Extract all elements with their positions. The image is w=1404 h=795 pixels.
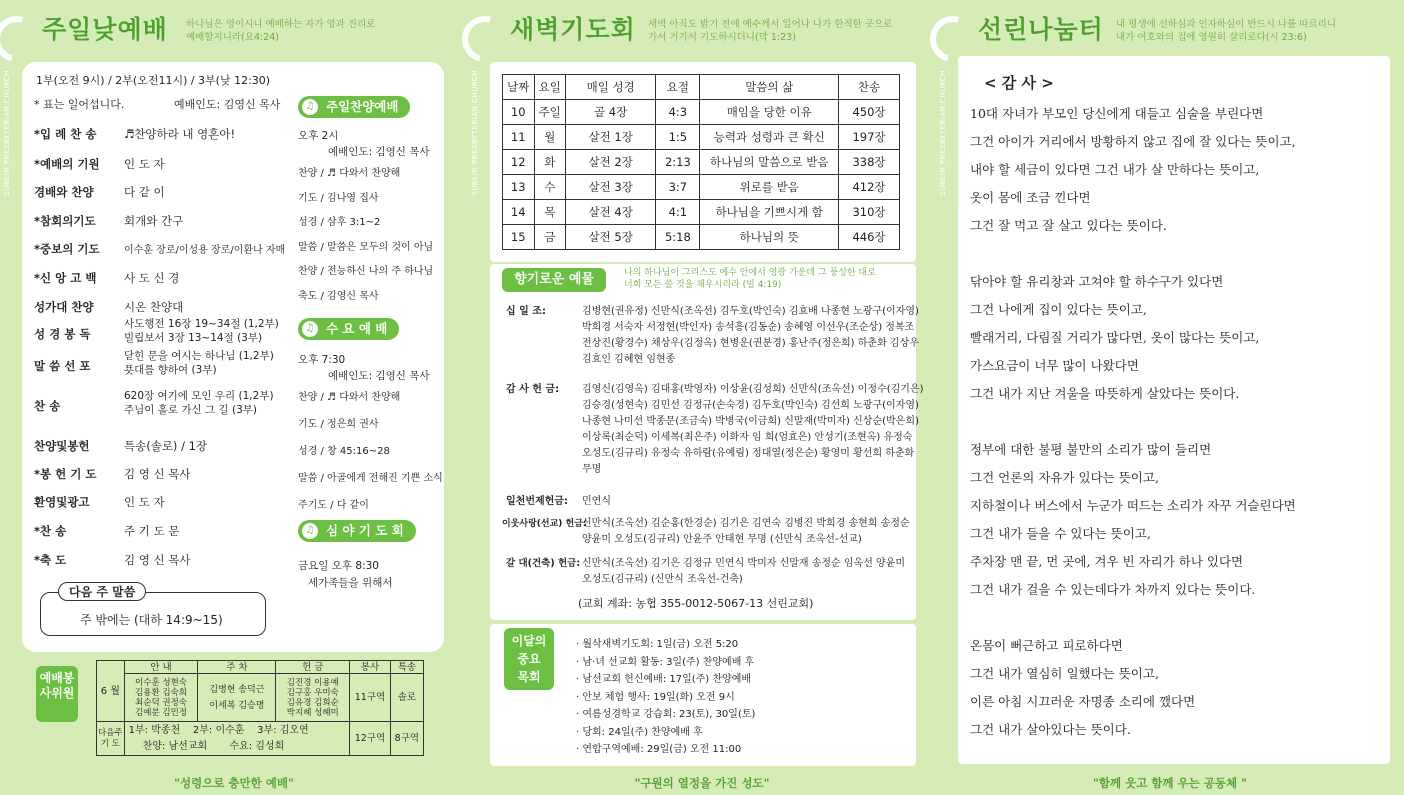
list-item: 김승경(성현숙) 김민선 김정규(손숙경) 김두호(박인숙) 김선희 노광구(이자영) bbox=[582, 400, 919, 411]
verse-line: 하나님은 영이시니 예배하는 자가 영과 진리로 bbox=[186, 19, 376, 30]
vertical-church-name: SUNLIN PRESBYTERIAN CHURCH bbox=[939, 70, 947, 196]
vertical-church-name: SUNLIN PRESBYTERIAN CHURCH bbox=[3, 70, 11, 196]
table-cell: 월 bbox=[534, 125, 566, 150]
praise-time: 오후 2시 bbox=[298, 130, 339, 142]
header-verse bbox=[1116, 18, 1336, 44]
news-item bbox=[576, 689, 755, 707]
dawn-schedule-table bbox=[502, 74, 900, 250]
essay-line: 그건 아이가 거리에서 방황하지 않고 집에 잘 있다는 뜻이고, bbox=[970, 134, 1296, 149]
header-verse bbox=[186, 18, 375, 44]
essay-line: 그건 내가 걸을 수 있는데다가 차까지 있다는 뜻이다. bbox=[970, 582, 1256, 597]
order-label: *신 앙 고 백 bbox=[34, 271, 97, 285]
panel-sunday-worship bbox=[0, 0, 468, 795]
essay-line: 내야 할 세금이 있다면 그건 내가 살 만하다는 뜻이고, bbox=[970, 162, 1260, 177]
essay-line: 정부에 대한 불평 불만의 소리가 많이 들리면 bbox=[970, 442, 1212, 457]
list-item: 양윤미 오성도(김규리) 안윤주 안태현 무명 (신만식 조옥선-선교) bbox=[582, 534, 862, 545]
table-cell: 338장 bbox=[839, 150, 900, 175]
order-value: 주님이 홀로 가신 그 길 (3부) bbox=[124, 404, 257, 416]
news-item bbox=[576, 724, 755, 742]
table-header-row bbox=[503, 75, 900, 100]
table-cell: 310장 bbox=[839, 200, 900, 225]
table-cell: 살전 1장 bbox=[566, 125, 656, 150]
svc-month: 6 월 bbox=[97, 661, 125, 722]
table-cell: 5:18 bbox=[656, 225, 700, 250]
news-item bbox=[576, 706, 755, 724]
news-text: 여름성경학교 강습회: 23(토), 30일(토) bbox=[582, 709, 756, 720]
essay-line: 주차장 맨 끝, 먼 곳에, 겨우 빈 자리가 하나 있다면 bbox=[970, 554, 1244, 569]
tithe-list bbox=[582, 304, 919, 368]
table-row bbox=[503, 200, 900, 225]
wednesday-leader: 예배인도: 김영신 목사 bbox=[328, 370, 430, 382]
daily-offer: 민연식 bbox=[582, 496, 611, 507]
table-header: 말씀의 삶 bbox=[700, 75, 839, 100]
table-cell: 412장 bbox=[839, 175, 900, 200]
table-cell: 12 bbox=[503, 150, 535, 175]
building-list bbox=[582, 556, 905, 588]
essay-line: 그건 잘 먹고 잘 살고 있다는 뜻이다. bbox=[970, 218, 1167, 233]
table-cell: 골 4장 bbox=[566, 100, 656, 125]
order-label: *중보의 기도 bbox=[34, 242, 100, 256]
order-label: *예배의 기원 bbox=[34, 157, 100, 171]
next-sermon-label: 다음 주 말씀 bbox=[58, 582, 146, 601]
order-value: 사도행전 16장 19~34절 (1,2부) bbox=[124, 318, 279, 330]
bullet-icon: · bbox=[576, 674, 583, 685]
offering-verse bbox=[624, 267, 876, 291]
page-title: 선린나눔터 bbox=[978, 15, 1104, 44]
essay-line: 그건 내가 살아있다는 뜻이다. bbox=[970, 722, 1131, 737]
table-cell: 14 bbox=[503, 200, 535, 225]
essay-line: 닦아야 할 유리창과 고쳐야 할 하수구가 있다면 bbox=[970, 274, 1224, 289]
bank-account: (교회 계좌: 농협 355-0012-5067-13 선린교회) bbox=[578, 597, 814, 610]
wednesday-item: 말씀 / 아골에게 전해진 기쁜 소식 bbox=[298, 473, 443, 484]
table-header: 특송 bbox=[390, 661, 423, 674]
table-row bbox=[503, 125, 900, 150]
table-cell: 능력과 성령과 큰 확신 bbox=[700, 125, 839, 150]
order-value: 시온 찬양대 bbox=[124, 300, 184, 314]
table-cell: 목 bbox=[534, 200, 566, 225]
table-cell: 하나님의 말씀으로 받음 bbox=[700, 150, 839, 175]
music-note-icon: ♫ bbox=[302, 523, 318, 539]
table-cell: 446장 bbox=[839, 225, 900, 250]
essay-heading: < 감 사 > bbox=[984, 74, 1054, 92]
music-note-icon: ♫ bbox=[302, 99, 318, 115]
header-verse bbox=[648, 18, 892, 44]
list-item: 나종현 나미선 박종문(조금숙) 박병국(이금희) 신말재(박미자) 신상순(박은희) bbox=[582, 416, 919, 427]
essay-line: 온몸이 뻐근하고 피로하다면 bbox=[970, 638, 1123, 653]
prayer-line: 찬양: 남선교회 수요: 김성희 bbox=[142, 740, 285, 752]
order-label: 경배와 찬양 bbox=[34, 185, 94, 199]
table-cell: 2:13 bbox=[656, 150, 700, 175]
table-cell: 김진경 이용예 김구홍 우미숙 김유경 김희순 박지혜 성혜미 bbox=[276, 674, 350, 722]
table-cell: 4:1 bbox=[656, 200, 700, 225]
list-item: 오성도(김규리) 유정숙 유하람(유예림) 정대열(정은순) 황영미 황선희 하춘화 bbox=[582, 448, 915, 459]
essay-line: 이른 아침 시끄러운 자명종 소리에 깼다면 bbox=[970, 694, 1196, 709]
night-prayer-title bbox=[298, 520, 416, 542]
essay-line: 지하철이나 버스에서 누군가 떠드는 소리가 자꾸 거슬린다면 bbox=[970, 498, 1296, 513]
music-note-icon: ♫ bbox=[302, 321, 318, 337]
praise-item: 기도 / 김나영 집사 bbox=[298, 192, 379, 204]
order-value: 다 같 이 bbox=[124, 185, 165, 199]
list-item: 이상록(최순덕) 이세복(최은주) 이화자 임 희(엄효은) 안성기(조현옥) 유정숙 bbox=[582, 432, 913, 443]
verse-line: 내 평생에 선하심과 인자하심이 반드시 나를 따르리니 bbox=[1116, 19, 1337, 30]
order-label: *봉 헌 기 도 bbox=[34, 467, 97, 481]
table-cell: 김병현 송덕근 이세복 김승명 bbox=[198, 674, 276, 722]
daily-offer-label: 일천번제헌금: bbox=[506, 496, 568, 507]
order-label: *입 례 찬 송 bbox=[34, 127, 97, 141]
news-text: 연합구역예배: 29일(금) 오전 11:00 bbox=[582, 744, 742, 755]
table-cell: 450장 bbox=[839, 100, 900, 125]
order-label: 찬 송 bbox=[34, 399, 61, 413]
table-cell: 살전 3장 bbox=[566, 175, 656, 200]
table-cell: 하나님의 뜻 bbox=[700, 225, 839, 250]
table-cell: 15 bbox=[503, 225, 535, 250]
order-value: 이수훈 장로/이성용 장로/이환나 자매 bbox=[124, 245, 286, 256]
table-row bbox=[503, 100, 900, 125]
essay-line: 그건 내가 열심히 일했다는 뜻이고, bbox=[970, 666, 1159, 681]
service-committee-tag: 예배봉사위원 bbox=[36, 666, 78, 722]
table-cell: 다음주 기 도 bbox=[97, 722, 125, 756]
header bbox=[468, 0, 936, 60]
vertical-church-name: SUNLIN PRESBYTERIAN CHURCH bbox=[471, 70, 479, 196]
table-cell: 매임을 당한 이유 bbox=[700, 100, 839, 125]
list-item: 박희경 서숙자 서정현(박인자) 송석흥(김동순) 송혜영 이선우(조순상) 정복조 bbox=[582, 322, 915, 333]
table-cell: 주일 bbox=[534, 100, 566, 125]
table-cell bbox=[124, 722, 350, 756]
praise-leader: 예배인도: 김영신 목사 bbox=[328, 146, 430, 158]
table-cell: 13 bbox=[503, 175, 535, 200]
table-cell: 화 bbox=[534, 150, 566, 175]
table-cell: 솔로 bbox=[390, 674, 423, 722]
table-cell: 11구역 bbox=[350, 674, 391, 722]
list-item: 김영신(김영옥) 김대홍(박영자) 이상윤(김성희) 신만식(조옥선) 이정수(김기은) bbox=[582, 384, 924, 395]
list-item: 김효인 김혜현 임현종 bbox=[582, 354, 676, 365]
list-item: 오성도(김규리) (신만식 조옥선-건축) bbox=[582, 574, 743, 585]
table-cell: 하나님을 기쁘시게 함 bbox=[700, 200, 839, 225]
order-label: *축 도 bbox=[34, 553, 67, 567]
table-row bbox=[503, 150, 900, 175]
footer-motto: "함께 웃고 함께 우는 공동체 " bbox=[1092, 776, 1248, 790]
praise-item: 찬양 / ♬ 다와서 찬양해 bbox=[298, 168, 401, 179]
praise-item: 찬양 / 전능하신 나의 주 하나님 bbox=[298, 266, 434, 277]
essay-line: 옷이 몸에 조금 낀다면 bbox=[970, 190, 1091, 205]
table-cell: 8구역 bbox=[390, 722, 423, 756]
bullet-icon: · bbox=[576, 726, 583, 738]
table-header: 날짜 bbox=[503, 75, 535, 100]
service-table bbox=[96, 660, 424, 756]
table-header: 주 차 bbox=[198, 661, 276, 674]
mission-list bbox=[582, 516, 910, 548]
next-sermon: 주 밖에는 (대하 14:9~15) bbox=[80, 613, 223, 627]
order-value: 푯대를 향하여 (3부) bbox=[124, 364, 217, 376]
table-cell: 197장 bbox=[839, 125, 900, 150]
table-header: 안 내 bbox=[124, 661, 198, 674]
order-label: *찬 송 bbox=[34, 524, 67, 538]
table-header: 요절 bbox=[656, 75, 700, 100]
table-cell: 위로를 받음 bbox=[700, 175, 839, 200]
list-item: 신만식(조옥선) 김순홍(한경순) 김기은 김연숙 김병진 박희경 송현희 송정순 bbox=[582, 518, 910, 529]
news-item bbox=[576, 671, 755, 689]
list-item: 신만식(조옥선) 김기은 김정규 민연식 박미자 신말재 송정순 임옥선 양윤미 bbox=[582, 558, 906, 569]
table-cell: 12구역 bbox=[350, 722, 391, 756]
page-title: 주일낮예배 bbox=[42, 15, 168, 44]
table-row bbox=[97, 661, 424, 674]
praise-service-title bbox=[298, 96, 410, 118]
wednesday-title bbox=[298, 318, 399, 340]
table-cell: 수 bbox=[534, 175, 566, 200]
table-row bbox=[97, 674, 424, 722]
table-header: 매일 성경 bbox=[566, 75, 656, 100]
praise-item: 축도 / 김영신 목사 bbox=[298, 290, 379, 302]
table-cell: 4:3 bbox=[656, 100, 700, 125]
thanks-label: 감 사 헌 금: bbox=[506, 384, 560, 395]
essay-line: 그건 언론의 자유가 있다는 뜻이고, bbox=[970, 470, 1159, 485]
leader: 예배인도: 김영신 목사 bbox=[174, 98, 281, 111]
table-cell: 1:5 bbox=[656, 125, 700, 150]
bullet-icon: · bbox=[576, 744, 583, 755]
order-value: 특송(솔로) / 1장 bbox=[124, 439, 208, 453]
news-text: 월삭새벽기도회: 1일(금) 오전 5:20 bbox=[582, 639, 739, 650]
news-item bbox=[576, 636, 755, 654]
essay-line: 그건 내가 지난 겨울을 따뜻하게 살았다는 뜻이다. bbox=[970, 386, 1240, 401]
wednesday-item: 찬양 / ♬ 다와서 찬양해 bbox=[298, 392, 401, 403]
news-tag: 이달의 중요 목회 bbox=[504, 628, 554, 690]
praise-title-text: 주일찬양예배 bbox=[326, 99, 399, 114]
night-time: 금요일 오후 8:30 bbox=[298, 560, 379, 572]
news-text: 안보 체험 행사: 19일(화) 오전 9시 bbox=[582, 691, 735, 703]
order-label: 찬양및봉헌 bbox=[34, 439, 90, 453]
news-item bbox=[576, 654, 755, 672]
table-row bbox=[97, 722, 424, 756]
praise-item: 성경 / 삼후 3:1~2 bbox=[298, 217, 381, 228]
bullet-icon: · bbox=[576, 656, 583, 668]
order-value: 사 도 신 경 bbox=[124, 271, 180, 285]
order-value: 빌립보서 3장 13~14절 (3부) bbox=[124, 332, 263, 344]
essay-line: 10대 자녀가 부모인 당신에게 대들고 심술을 부린다면 bbox=[970, 106, 1264, 121]
wednesday-item: 주기도 / 다 같이 bbox=[298, 500, 369, 511]
table-header: 요일 bbox=[534, 75, 566, 100]
bullet-icon: · bbox=[576, 639, 583, 650]
page-title: 새벽기도회 bbox=[510, 15, 636, 44]
essay-line: 그건 나에게 집이 있다는 뜻이고, bbox=[970, 302, 1147, 317]
essay-line: 빨래거리, 다림질 거리가 많다면, 옷이 많다는 뜻이고, bbox=[970, 330, 1260, 345]
tithe-label: 십 일 조: bbox=[506, 306, 546, 317]
prayer-line: 1부: 박종천 2부: 이수훈 3부: 김오연 bbox=[128, 724, 309, 736]
table-row bbox=[503, 225, 900, 250]
wednesday-time: 오후 7:30 bbox=[298, 354, 346, 366]
table-cell: 살전 5장 bbox=[566, 225, 656, 250]
verse-line: 내가 여호와의 집에 영원히 살리로다(시 23:6) bbox=[1116, 32, 1307, 43]
footer-motto: "성령으로 충만한 예배" bbox=[174, 776, 294, 790]
news-text: 남·녀 선교회 활동: 3일(주) 찬양예배 후 bbox=[582, 656, 755, 668]
news-text: 당회: 24일(주) 찬양예배 후 bbox=[582, 726, 703, 738]
order-value: 인 도 자 bbox=[124, 157, 165, 171]
night-title-text: 심 야 기 도 회 bbox=[326, 523, 404, 538]
order-label: 환영및광고 bbox=[34, 495, 90, 509]
essay-line: 그건 내가 들을 수 있다는 뜻이고, bbox=[970, 526, 1151, 541]
list-item: 전상진(황경수) 채상우(김정옥) 현병운(권분경) 홍난주(정은희) 하춘화 김상우 bbox=[582, 338, 919, 349]
table-cell: 11 bbox=[503, 125, 535, 150]
table-header: 찬송 bbox=[839, 75, 900, 100]
bullet-icon: · bbox=[576, 709, 583, 720]
wednesday-item: 성경 / 창 45:16~28 bbox=[298, 446, 390, 457]
building-label: 갈 대(건축) 헌금: bbox=[506, 558, 581, 569]
mission-label: 이웃사랑(선교) 헌금: bbox=[502, 519, 587, 529]
panel-dawn-prayer bbox=[468, 0, 936, 795]
order-value: 주 기 도 문 bbox=[124, 524, 180, 538]
praise-item: 말씀 / 말씀은 모두의 것이 아님 bbox=[298, 241, 434, 253]
verse-line: 나의 하나님이 그리스도 예수 안에서 영광 가운데 그 풍성한 대로 bbox=[624, 268, 876, 278]
table-cell: 살전 4장 bbox=[566, 200, 656, 225]
service-times: 1부(오전 9시) / 2부(오전11시) / 3부(낮 12:30) bbox=[36, 74, 271, 87]
order-value: 김 영 신 목사 bbox=[124, 553, 191, 567]
table-cell: 3:7 bbox=[656, 175, 700, 200]
header bbox=[0, 0, 468, 60]
table-cell: 이수훈 성현숙 김용환 김숙희 최순덕 권정숙 김예분 김민정 bbox=[124, 674, 198, 722]
offering-title: 향기로운 예물 bbox=[502, 268, 606, 292]
essay-line: 가스요금이 너무 많이 나왔다면 bbox=[970, 358, 1139, 373]
list-item: 김병현(권유정) 신만식(조옥선) 김두호(박인숙) 김효배 나종현 노광구(이자영) bbox=[582, 306, 919, 317]
header bbox=[936, 0, 1404, 60]
verse-line: 예배할지니라(요4:24) bbox=[186, 32, 279, 43]
stand-note: * 표는 일어섭니다. bbox=[34, 98, 125, 111]
order-value: 김 영 신 목사 bbox=[124, 467, 191, 481]
wednesday-item: 기도 / 정은희 권사 bbox=[298, 419, 379, 430]
order-value: 인 도 자 bbox=[124, 495, 165, 509]
table-row bbox=[503, 175, 900, 200]
night-subject: 세가족들을 위해서 bbox=[308, 577, 393, 589]
news-text: 남선교회 헌신예배: 17일(주) 찬양예배 bbox=[582, 674, 752, 685]
table-cell: 10 bbox=[503, 100, 535, 125]
thanks-list bbox=[582, 382, 924, 478]
order-label: 말 씀 선 포 bbox=[34, 359, 91, 373]
table-header: 봉사 bbox=[350, 661, 391, 674]
news-list bbox=[576, 636, 755, 759]
news-item bbox=[576, 741, 755, 759]
table-cell: 금 bbox=[534, 225, 566, 250]
verse-line: 가서 거기서 기도하시더니(막 1:23) bbox=[648, 32, 796, 43]
order-value: 회개와 간구 bbox=[124, 214, 184, 228]
list-item: 무명 bbox=[582, 464, 602, 475]
order-label: *참회의기도 bbox=[34, 214, 96, 228]
order-label: 성가대 찬양 bbox=[34, 300, 94, 314]
order-value: 620장 여기에 모인 우리 (1,2부) bbox=[124, 390, 274, 402]
order-value: 닫힌 문을 여시는 하나님 (1,2부) bbox=[124, 350, 274, 362]
order-value: ♬찬양하라 내 영혼아! bbox=[124, 127, 236, 141]
wednesday-title-text: 수 요 예 배 bbox=[326, 321, 388, 336]
order-label: 성 경 봉 독 bbox=[34, 327, 91, 341]
footer-motto: "구원의 열정을 가진 성도" bbox=[634, 776, 770, 790]
table-cell: 살전 2장 bbox=[566, 150, 656, 175]
table-header: 헌 금 bbox=[276, 661, 350, 674]
verse-line: 새벽 아직도 밝기 전에 예수께서 일어나 나가 한적한 곳으로 bbox=[648, 19, 893, 30]
verse-line: 너희 모든 쓸 것을 채우시리라 (빌 4:19) bbox=[624, 280, 782, 290]
bullet-icon: · bbox=[576, 691, 583, 703]
